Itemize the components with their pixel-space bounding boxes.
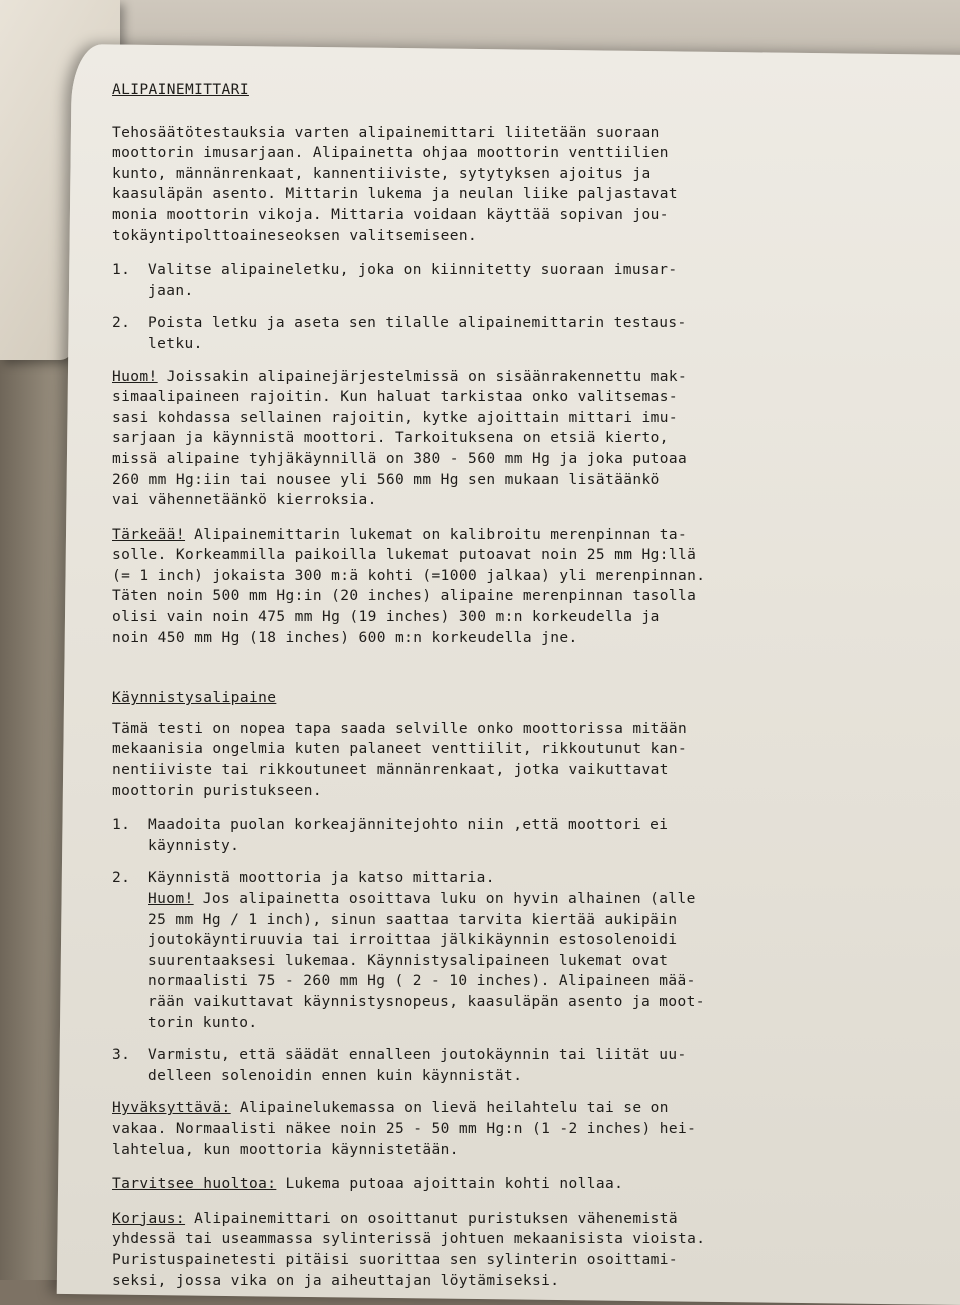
text-line: suurentaaksesi lukemaa. Käynnistysalipaineen lukemat ovat [148, 952, 669, 969]
step-item [112, 868, 902, 1033]
step-number: 2. [112, 315, 131, 332]
step-number: 1. [112, 817, 131, 834]
text-line: moottorin puristukseen. [112, 782, 322, 799]
text-line: Tämä testi on nopea tapa saada selville onko moottorissa mitään [112, 720, 688, 737]
text-line: Valitse alipaineletku, joka on kiinnitetty suoraan imusar- [148, 262, 678, 279]
text-line: Täten noin 500 mm Hg:in (20 inches) alipaine merenpinnan tasolla [112, 588, 697, 605]
text-line: olisi vain noin 475 mm Hg (19 inches) 300 m:n korkeudella ja [112, 609, 660, 626]
text-line: käynnisty. [148, 837, 240, 854]
text-line: seksi, jossa vika on ja aiheuttajan löytämiseksi. [112, 1272, 560, 1289]
text-line: normaalisti 75 - 260 mm Hg ( 2 - 10 inches). Alipaineen mää- [148, 973, 696, 990]
text-fragment: Alipainemittarin lukemat on kalibroitu merenpinnan ta- [185, 526, 688, 543]
step-item [112, 260, 902, 301]
text-line: vai vähennetäänkö kierroksia. [112, 492, 377, 509]
text-line: sasi kohdassa sellainen rajoitin, kytke ajoittain mittari imu- [112, 409, 679, 426]
text-line: letku. [148, 335, 203, 352]
text-line: 25 mm Hg / 1 inch), sinun saattaa tarvita kiertää aukipäin [148, 911, 678, 928]
section-intro [112, 719, 902, 801]
step-item [112, 313, 902, 354]
acceptable-paragraph [112, 1098, 902, 1160]
text-line: mekaanisia ongelmia kuten palaneet venttiilit, rikkoutunut kan- [112, 741, 688, 758]
text-line: noin 450 mm Hg (18 inches) 600 m:n korkeudella jne. [112, 629, 578, 646]
text-line: vakaa. Normaalisti näkee noin 25 - 50 mm Hg:n (1 -2 inches) hei- [112, 1120, 697, 1137]
text-line: simaalipaineen rajoitin. Kun haluat tarkistaa onko valitsemas- [112, 389, 679, 406]
text-fragment: Joissakin alipainejärjestelmissä on sisäänrakennettu mak- [157, 368, 688, 385]
text-line: torin kunto. [148, 1014, 258, 1031]
text-line: yhdessä tai useammassa sylinterissä johtuen mekaanisista vioista. [112, 1231, 706, 1248]
text-line: solle. Korkeammilla paikoilla lukemat putoavat noin 25 mm Hg:llä [112, 547, 697, 564]
text-line: 260 mm Hg:iin tai nousee yli 560 mm Hg sen mukaan lisätäänkö [112, 471, 660, 488]
text-line: Varmistu, että säädät ennalleen joutokäynnin tai liität uu- [148, 1047, 687, 1064]
text-line: kunto, männänrenkaat, kannentiiviste, sytytyksen ajoitus ja [112, 165, 651, 182]
text-line: Tehosäätötestauksia varten alipainemittari liitetään suoraan [112, 124, 660, 141]
important-label: Tärkeää! [112, 526, 186, 543]
text-line: nentiiviste tai rikkoutuneet männänrenkaat, jotka vaikuttavat [112, 762, 669, 779]
section-title: Käynnistysalipaine [112, 690, 277, 707]
page-title: ALIPAINEMITTARI [112, 82, 249, 98]
service-label: Tarvitsee huoltoa: [112, 1176, 277, 1193]
step-item [112, 815, 902, 856]
important-paragraph [112, 525, 902, 649]
step-number: 2. [112, 870, 131, 887]
text-line: rään vaikuttavat käynnistysnopeus, kaasuläpän asento ja moot- [148, 993, 705, 1010]
text-line: Poista letku ja aseta sen tilalle alipainemittarin testaus- [148, 315, 687, 332]
note-label: Huom! [112, 368, 158, 385]
step-number: 1. [112, 262, 131, 279]
note-label: Huom! [148, 891, 194, 907]
text-line: Maadoita puolan korkeajännitejohto niin ,että moottori ei [148, 817, 669, 834]
text-line: joutokäyntiruuvia tai irroittaa jälkikäynnin estosolenoidi [148, 932, 678, 949]
repair-paragraph [112, 1209, 902, 1291]
text-line: (= 1 inch) jokaista 300 m:ä kohti (=1000 jalkaa) yli merenpinnan. [112, 567, 706, 584]
text-line: kaasuläpän asento. Mittarin lukema ja neulan liike paljastavat [112, 186, 679, 203]
text-fragment: Alipainemittari on osoittanut puristuksen vähenemistä [185, 1210, 679, 1227]
step-number: 3. [112, 1047, 131, 1064]
text-line: missä alipaine tyhjäkäynnillä on 380 - 560 mm Hg ja joka putoaa [112, 450, 688, 467]
step-item [112, 1045, 902, 1086]
text-line: Käynnistä moottoria ja katso mittaria. [148, 870, 495, 887]
note-paragraph [112, 367, 902, 511]
text-line: delleen solenoidin ennen kuin käynnistät. [148, 1067, 523, 1084]
text-line: moottorin imusarjaan. Alipainetta ohjaa moottorin venttiilien [112, 145, 669, 162]
text-line: tokäyntipolttoaineseoksen valitsemiseen. [112, 227, 478, 244]
repair-label: Korjaus: [112, 1210, 186, 1227]
text-fragment: Lukema putoaa ajoittain kohti nollaa. [276, 1176, 624, 1193]
text-fragment: Jos alipainetta osoittava luku on hyvin alhainen (alle [193, 891, 696, 907]
text-line: sarjaan ja käynnistä moottori. Tarkoituksena on etsiä kierto, [112, 430, 669, 447]
acceptable-label: Hyväksyttävä: [112, 1100, 231, 1117]
text-line: jaan. [148, 282, 194, 299]
text-line: monia moottorin vikoja. Mittaria voidaan käyttää sopivan jou- [112, 206, 669, 223]
text-line: Puristuspainetesti pitäisi suorittaa sen sylinterin osoittami- [112, 1251, 679, 1268]
text-line: lahtelua, kun moottoria käynnistetään. [112, 1141, 459, 1158]
document-text [112, 80, 902, 1305]
service-paragraph [112, 1174, 902, 1195]
intro-paragraph [112, 123, 902, 247]
text-fragment: Alipainelukemassa on lievä heilahtelu tai se on [230, 1100, 669, 1117]
